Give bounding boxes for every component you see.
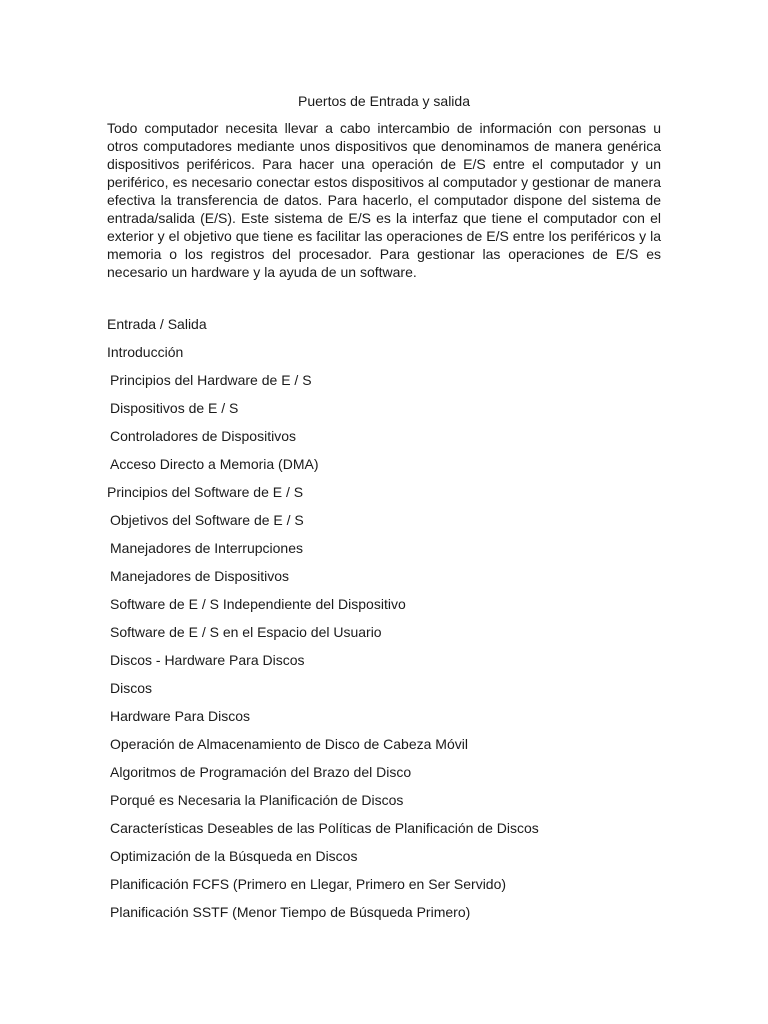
toc-item: Planificación SSTF (Menor Tiempo de Búsqueda Primero) [110, 904, 471, 920]
toc-item: Características Deseables de las Políticas de Planificación de Discos [110, 820, 539, 836]
toc-item: Discos [110, 680, 153, 696]
toc-item: Algoritmos de Programación del Brazo del Disco [110, 764, 412, 780]
toc-item: Software de E / S en el Espacio del Usuario [110, 624, 382, 640]
toc-item: Planificación FCFS (Primero en Llegar, Primero en Ser Servido) [110, 876, 507, 892]
toc-item: Objetivos del Software de E / S [110, 512, 304, 528]
toc-item: Operación de Almacenamiento de Disco de Cabeza Móvil [110, 736, 468, 752]
toc-item: Principios del Software de E / S [107, 484, 304, 500]
toc-item: Entrada / Salida [107, 316, 207, 332]
table-of-contents [107, 314, 667, 930]
toc-item: Porqué es Necesaria la Planificación de Discos [110, 792, 404, 808]
toc-item: Acceso Directo a Memoria (DMA) [110, 456, 319, 472]
toc-item: Software de E / S Independiente del Dispositivo [110, 596, 406, 612]
toc-item: Manejadores de Dispositivos [110, 568, 289, 584]
toc-item: Discos - Hardware Para Discos [110, 652, 305, 668]
intro-paragraph: Todo computador necesita llevar a cabo intercambio de información con personas u otros computadores mediante unos dispositivos que denominamos de manera genérica dispositivos periféricos. Para hacer una operación de E/S entre el computador y un periférico, es necesario conectar estos dispositivos al computador y gestionar de manera efectiva la transferencia de datos. Para hacerlo, el computador dispone del sistema de entrada/salida (E/S). Este sistema de E/S es la interfaz que tiene el computador con el exterior y el objetivo que tiene es facilitar las operaciones de E/S entre los periféricos y la memoria o los registros del procesador. Para gestionar las operaciones de E/S es necesario un hardware y la ayuda de un software. [107, 120, 661, 280]
toc-item: Controladores de Dispositivos [110, 428, 296, 444]
toc-item: Dispositivos de E / S [110, 400, 239, 416]
toc-item: Hardware Para Discos [110, 708, 251, 724]
toc-item: Manejadores de Interrupciones [110, 540, 304, 556]
toc-item: Optimización de la Búsqueda en Discos [110, 848, 358, 864]
document-title: Puertos de Entrada y salida [298, 93, 470, 109]
toc-item: Introducción [107, 344, 184, 360]
toc-item: Principios del Hardware de E / S [110, 372, 312, 388]
